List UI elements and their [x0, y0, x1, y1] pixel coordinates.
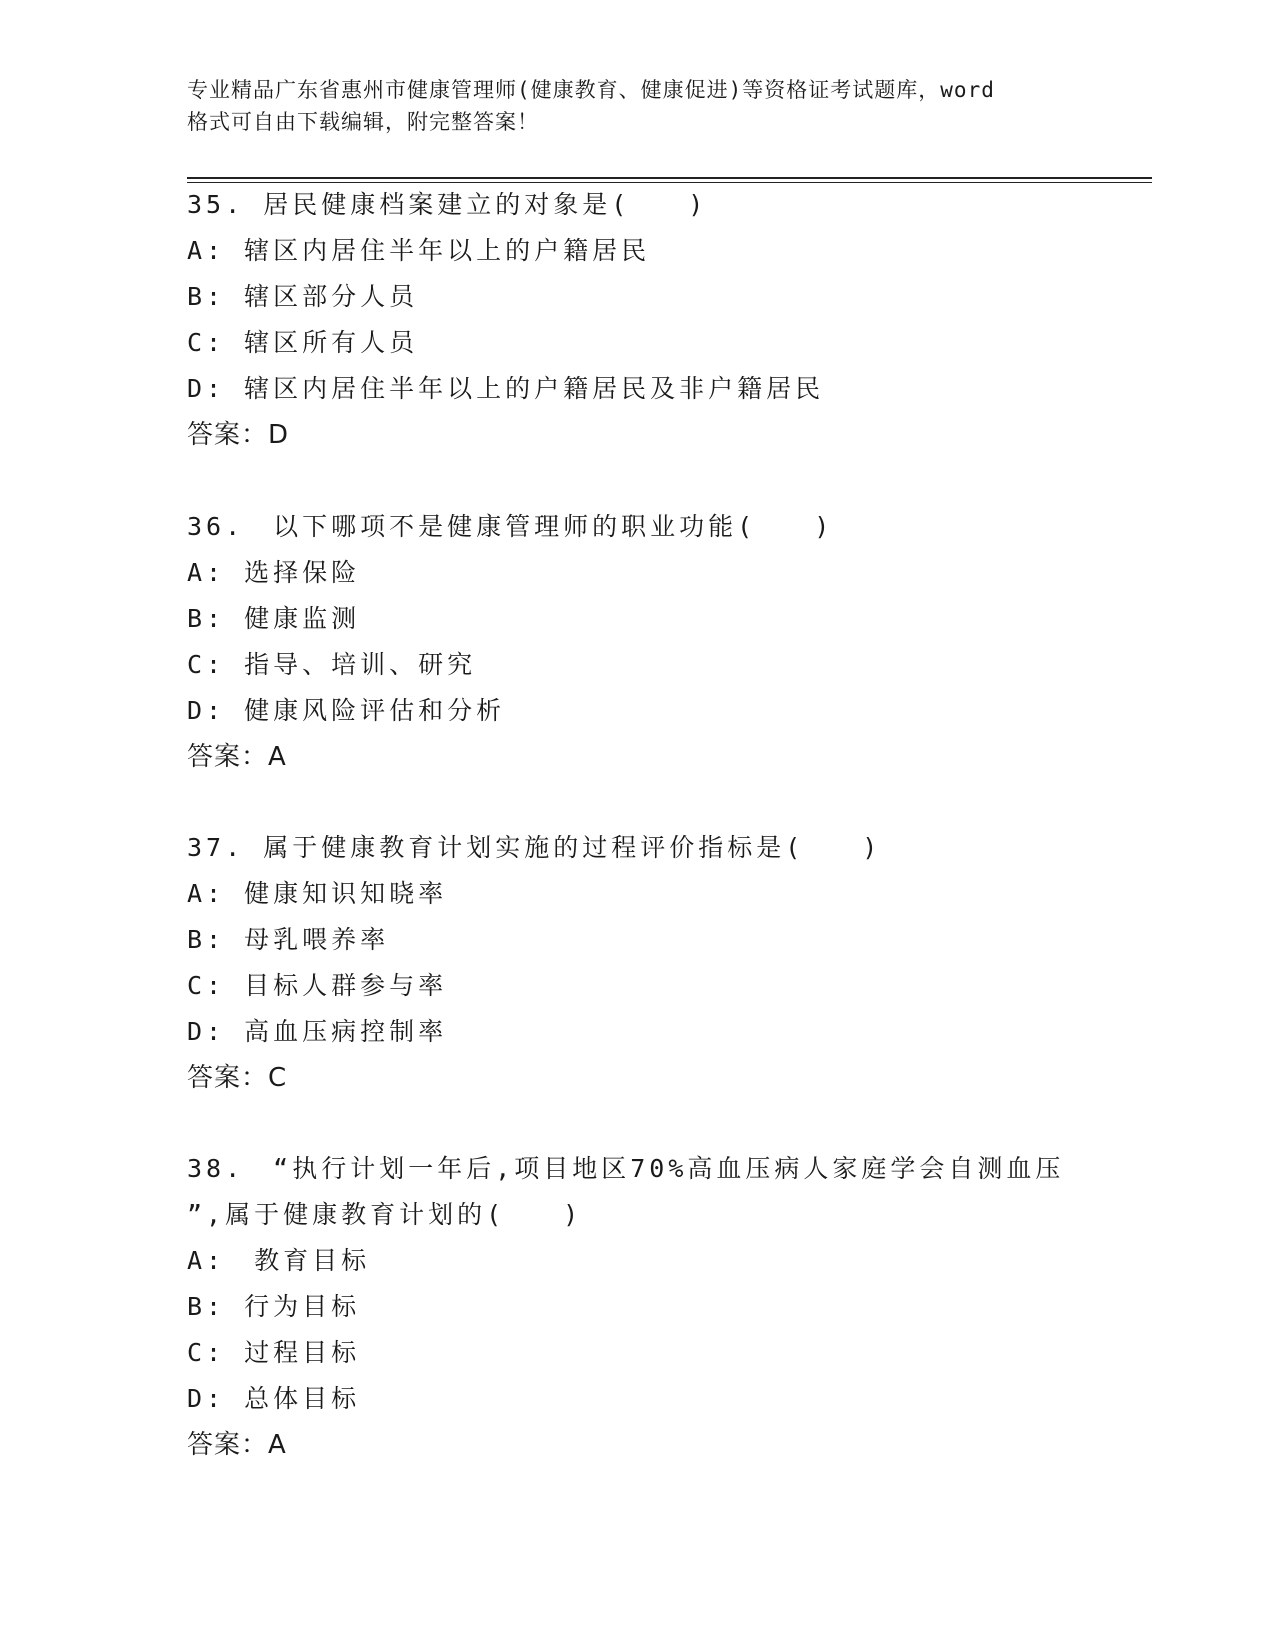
option-d: D: 健康风险评估和分析	[187, 696, 506, 725]
question-38	[187, 1146, 1087, 1468]
option-d: D: 辖区内居住半年以上的户籍居民及非户籍居民	[187, 374, 825, 403]
question-stem: 35. 居民健康档案建立的对象是( )	[187, 190, 708, 219]
option-c: C: 辖区所有人员	[187, 328, 419, 357]
option-c: C: 目标人群参与率	[187, 971, 448, 1000]
question-stem-line-2: ”,属于健康教育计划的( )	[187, 1200, 583, 1229]
option-a: A: 教育目标	[187, 1246, 371, 1275]
header-line-2: 格式可自由下载编辑，附完整答案！	[187, 110, 539, 134]
question-36	[187, 504, 1087, 780]
question-stem: 36. 以下哪项不是健康管理师的职业功能( )	[187, 512, 834, 541]
question-stem-line-1: 38. “执行计划一年后,项目地区70%高血压病人家庭学会自测血压	[187, 1154, 1065, 1183]
option-c: C: 过程目标	[187, 1338, 361, 1367]
header-line-1: 专业精品广东省惠州市健康管理师(健康教育、健康促进)等资格证考试题库，word	[187, 78, 995, 102]
option-d: D: 总体目标	[187, 1384, 361, 1413]
option-b: B: 行为目标	[187, 1292, 361, 1321]
option-a: A: 辖区内居住半年以上的户籍居民	[187, 236, 651, 265]
question-37	[187, 825, 1087, 1101]
option-b: B: 母乳喂养率	[187, 925, 390, 954]
question-35	[187, 182, 1087, 458]
answer: 答案：C	[187, 1063, 288, 1093]
option-a: A: 健康知识知晓率	[187, 879, 448, 908]
header-rule-thick	[187, 177, 1152, 179]
answer: 答案：D	[187, 420, 290, 450]
question-stem: 37. 属于健康教育计划实施的过程评价指标是( )	[187, 833, 882, 862]
answer: 答案：A	[187, 742, 287, 772]
option-c: C: 指导、培训、研究	[187, 650, 477, 679]
option-b: B: 健康监测	[187, 604, 361, 633]
document-header	[187, 74, 1087, 138]
option-a: A: 选择保险	[187, 558, 361, 587]
option-b: B: 辖区部分人员	[187, 282, 419, 311]
answer: 答案：A	[187, 1430, 287, 1460]
option-d: D: 高血压病控制率	[187, 1017, 448, 1046]
